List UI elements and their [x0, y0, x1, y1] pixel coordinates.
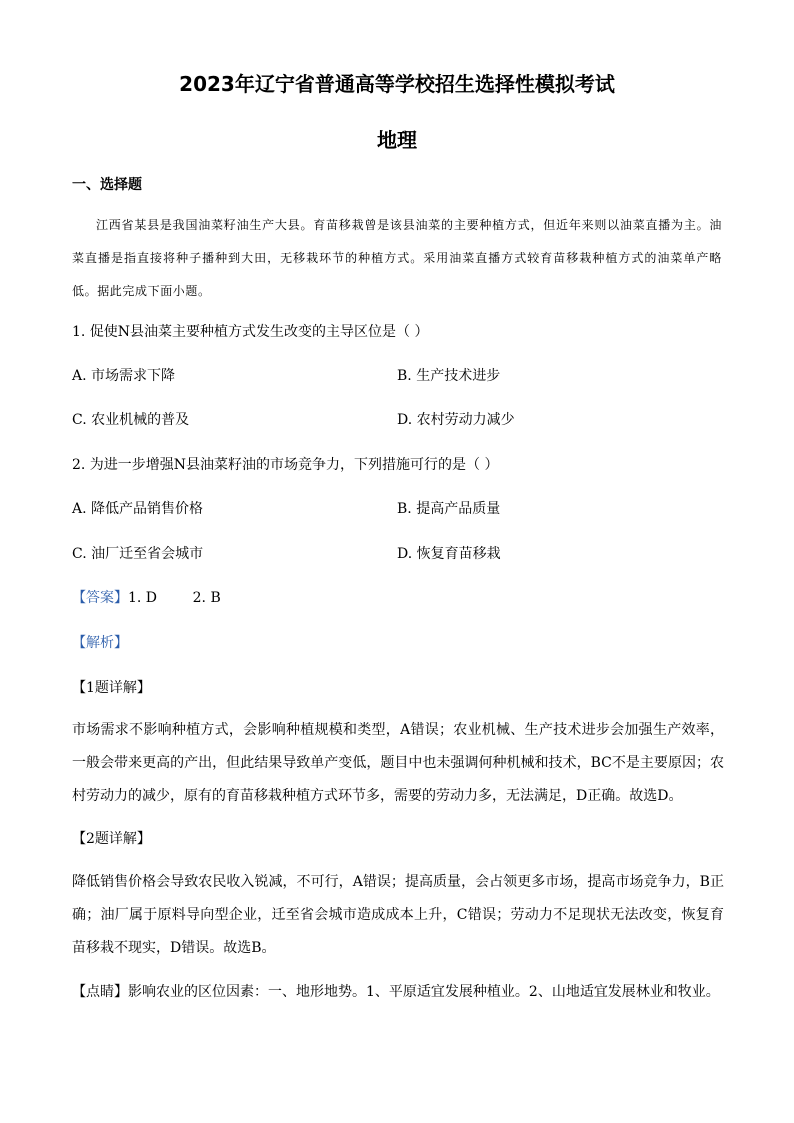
detail-1-heading: 【1题详解】 — [72, 680, 151, 696]
question-1-option-a: A. 市场需求下降 — [72, 368, 176, 384]
question-1-stem: 1. 促使N县油菜主要种植方式发生改变的主导区位是（ ） — [72, 324, 429, 340]
answer-label: 【答案】 — [72, 590, 128, 606]
question-2-option-d: D. 恢复育苗移栽 — [397, 546, 501, 562]
question-2-option-c: C. 油厂迁至省会城市 — [72, 546, 204, 562]
answer-line — [72, 588, 221, 608]
tip-line — [72, 982, 732, 1002]
question-2-stem: 2. 为进一步增强N县油菜籽油的市场竞争力，下列措施可行的是（ ） — [72, 457, 499, 473]
section-heading: 一、选择题 — [72, 177, 142, 193]
answer-text: 1. D 2. B — [128, 590, 221, 606]
tip-text: 影响农业的区位因素：一、地形地势。1、平原适宜发展种植业。2、山地适宜发展林业和牧业。 — [128, 984, 720, 1000]
detail-1-text: 市场需求不影响种植方式，会影响种植规模和类型，A错误；农业机械、生产技术进步会加强生产效率，一般会带来更高的产出，但此结果导致单产变低，题目中也未强调何种机械和技术，BC不是主要原因；农村劳动力的减少，原有的育苗移栽种植方式环节多，需要的劳动力多，无法满足，D正确。故选D。 — [72, 722, 724, 804]
exam-title: 2023年辽宁省普通高等学校招生选择性模拟考试 — [179, 72, 615, 96]
question-1-option-d: D. 农村劳动力减少 — [397, 412, 515, 428]
analysis-label: 【解析】 — [72, 635, 128, 651]
question-1-option-b: B. 生产技术进步 — [397, 368, 501, 384]
question-2-option-b: B. 提高产品质量 — [397, 501, 501, 517]
reading-passage: 江西省某县是我国油菜籽油生产大县。育苗移栽曾是该县油菜的主要种植方式，但近年来则以油菜直播为主。油菜直播是指直接将种子播种到大田，无移栽环节的种植方式。采用油菜直播方式较育苗移栽种植方式的油菜单产略低。据此完成下面小题。 — [72, 218, 722, 298]
question-2-option-a: A. 降低产品销售价格 — [72, 501, 204, 517]
subject-title: 地理 — [377, 128, 417, 152]
tip-label: 【点睛】 — [72, 984, 128, 1000]
question-1-option-c: C. 农业机械的普及 — [72, 412, 190, 428]
detail-2-heading: 【2题详解】 — [72, 831, 151, 847]
detail-2-text: 降低销售价格会导致农民收入锐减，不可行，A错误；提高质量，会占领更多市场，提高市场竞争力，B正确；油厂属于原料导向型企业，迁至省会城市造成成本上升，C错误；劳动力不足现状无法改变，恢复育苗移栽不现实，D错误。故选B。 — [72, 874, 724, 956]
